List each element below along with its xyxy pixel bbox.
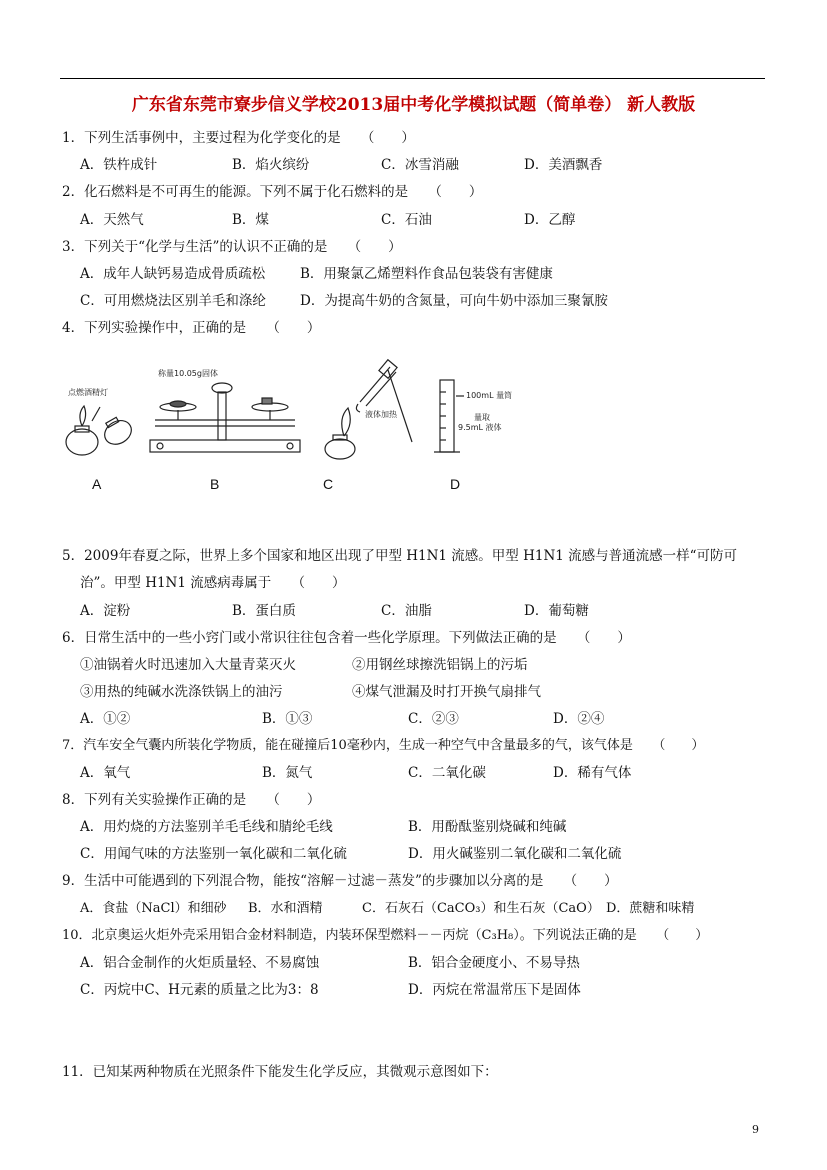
question-7-stem: 7．汽车安全气囊内所装化学物质，能在碰撞后10毫秒内，生成一种空气中含量最多的气，该气体是 （ ） bbox=[62, 738, 705, 753]
question-3-stem: 3．下列关于“化学与生活”的认识不正确的是 （ ） bbox=[62, 239, 402, 255]
question-10-option-d: D．丙烷在常温常压下是固体 bbox=[408, 982, 581, 998]
figure-d-caption-measure: 量取 bbox=[474, 413, 490, 422]
figure-d-caption-cylinder: 100mL 量筒 bbox=[466, 391, 513, 400]
question-7-option-b: B．氮气 bbox=[262, 765, 313, 781]
question-8-option-d: D．用火碱鉴别二氧化碳和二氧化硫 bbox=[408, 846, 622, 862]
question-8-stem: 8．下列有关实验操作正确的是 （ ） bbox=[62, 792, 321, 808]
question-5-option-d: D．葡萄糖 bbox=[524, 603, 589, 619]
question-5-stem-line1: 5．2009年春夏之际，世界上多个国家和地区出现了甲型 H1N1 流感。甲型 H1N1 流感与普通流感一样“可防可 bbox=[62, 548, 738, 564]
question-5-option-b: B．蛋白质 bbox=[232, 603, 296, 619]
question-6-statement-2: ②用钢丝球擦洗铝锅上的污垢 bbox=[352, 657, 528, 673]
figure-label-a: A bbox=[92, 476, 102, 492]
question-5-option-c: C．油脂 bbox=[381, 603, 432, 619]
question-10-option-c: C．丙烷中C、H元素的质量之比为3：8 bbox=[80, 982, 319, 998]
question-4-figure bbox=[60, 352, 520, 462]
question-10-option-b: B．铝合金硬度小、不易导热 bbox=[408, 955, 580, 971]
question-5-stem-line2: 治”。甲型 H1N1 流感病毒属于 （ ） bbox=[80, 575, 346, 591]
figure-d-caption-volume: 9.5mL 液体 bbox=[458, 423, 502, 432]
question-1-option-b: B．焰火缤纷 bbox=[232, 157, 310, 173]
question-6-option-c: C．②③ bbox=[408, 711, 459, 727]
header-rule bbox=[60, 78, 765, 79]
question-1-option-a: A．铁杵成针 bbox=[80, 157, 158, 173]
question-2-option-b: B．煤 bbox=[232, 212, 269, 228]
question-3-option-d: D．为提高牛奶的含氮量，可向牛奶中添加三聚氰胺 bbox=[300, 293, 608, 309]
question-10-option-a: A．铝合金制作的火炬质量轻、不易腐蚀 bbox=[80, 955, 320, 971]
figure-label-b: B bbox=[210, 476, 220, 492]
question-2-option-c: C．石油 bbox=[381, 212, 432, 228]
page-number: 9 bbox=[752, 1123, 759, 1136]
figure-d-graduated-cylinder bbox=[434, 380, 512, 452]
figure-label-d: D bbox=[450, 476, 461, 492]
page-title: 广东省东莞市寮步信义学校2013届中考化学模拟试题（简单卷） 新人教版 bbox=[131, 95, 696, 115]
question-6-statement-4: ④煤气泄漏及时打开换气扇排气 bbox=[352, 684, 541, 700]
figure-c-caption: 液体加热 bbox=[365, 410, 397, 419]
question-8-option-a: A．用灼烧的方法鉴别羊毛毛线和腈纶毛线 bbox=[80, 819, 333, 835]
question-6-option-a: A．①② bbox=[80, 711, 131, 727]
question-8-option-b: B．用酚酞鉴别烧碱和纯碱 bbox=[408, 819, 567, 835]
question-6-option-b: B．①③ bbox=[262, 711, 313, 727]
figure-b-caption: 称量10.05g固体 bbox=[158, 369, 218, 378]
question-3-option-c: C．可用燃烧法区别羊毛和涤纶 bbox=[80, 293, 266, 309]
question-1-option-c: C．冰雪消融 bbox=[381, 157, 459, 173]
question-2-option-d: D．乙醇 bbox=[524, 212, 576, 228]
question-4-stem: 4．下列实验操作中，正确的是 （ ） bbox=[62, 320, 321, 336]
question-1-stem: 1．下列生活事例中，主要过程为化学变化的是 （ ） bbox=[62, 130, 415, 146]
question-7-option-c: C．二氧化碳 bbox=[408, 765, 486, 781]
question-3-option-b: B．用聚氯乙烯塑料作食品包装袋有害健康 bbox=[300, 266, 553, 282]
question-6-option-d: D．②④ bbox=[553, 711, 605, 727]
figure-a-caption: 点燃酒精灯 bbox=[68, 388, 108, 397]
figure-c-test-tube-heating bbox=[325, 360, 412, 459]
question-3-option-a: A．成年人缺钙易造成骨质疏松 bbox=[80, 266, 266, 282]
question-1-option-d: D．美酒飘香 bbox=[524, 157, 603, 173]
question-2-stem: 2．化石燃料是不可再生的能源。下列不属于化石燃料的是 （ ） bbox=[62, 184, 483, 200]
question-9-option-c: C．石灰石（CaCO₃）和生石灰（CaO） bbox=[362, 901, 600, 916]
question-9-option-d: D．蔗糖和味精 bbox=[606, 901, 695, 916]
question-6-statement-1: ①油锅着火时迅速加入大量青菜灭火 bbox=[80, 657, 296, 673]
question-9-option-a: A．食盐（NaCl）和细砂 bbox=[80, 901, 227, 916]
question-9-stem: 9．生活中可能遇到的下列混合物，能按“溶解－过滤－蒸发”的步骤加以分离的是 （ ） bbox=[62, 873, 618, 889]
question-10-stem: 10．北京奥运火炬外壳采用铝合金材料制造，内装环保型燃料－－丙烷（C₃H₈）。下列说法正确的是 （ ） bbox=[62, 928, 709, 943]
question-7-option-a: A．氧气 bbox=[80, 765, 131, 781]
question-7-option-d: D．稀有气体 bbox=[553, 765, 632, 781]
question-6-stem: 6．日常生活中的一些小窍门或小常识往往包含着一些化学原理。下列做法正确的是 （ ） bbox=[62, 630, 631, 646]
question-5-option-a: A．淀粉 bbox=[80, 603, 131, 619]
figure-a-alcohol-lamps bbox=[66, 387, 136, 455]
question-6-statement-3: ③用热的纯碱水洗涤铁锅上的油污 bbox=[80, 684, 283, 700]
figure-b-balance bbox=[150, 368, 300, 452]
question-2-option-a: A．天然气 bbox=[80, 212, 144, 228]
question-9-option-b: B．水和酒精 bbox=[248, 901, 323, 916]
figure-label-c: C bbox=[323, 476, 334, 492]
question-8-option-c: C．用闻气味的方法鉴别一氧化碳和二氧化硫 bbox=[80, 846, 347, 862]
question-11-stem: 11．已知某两种物质在光照条件下能发生化学反应，其微观示意图如下： bbox=[62, 1064, 498, 1080]
